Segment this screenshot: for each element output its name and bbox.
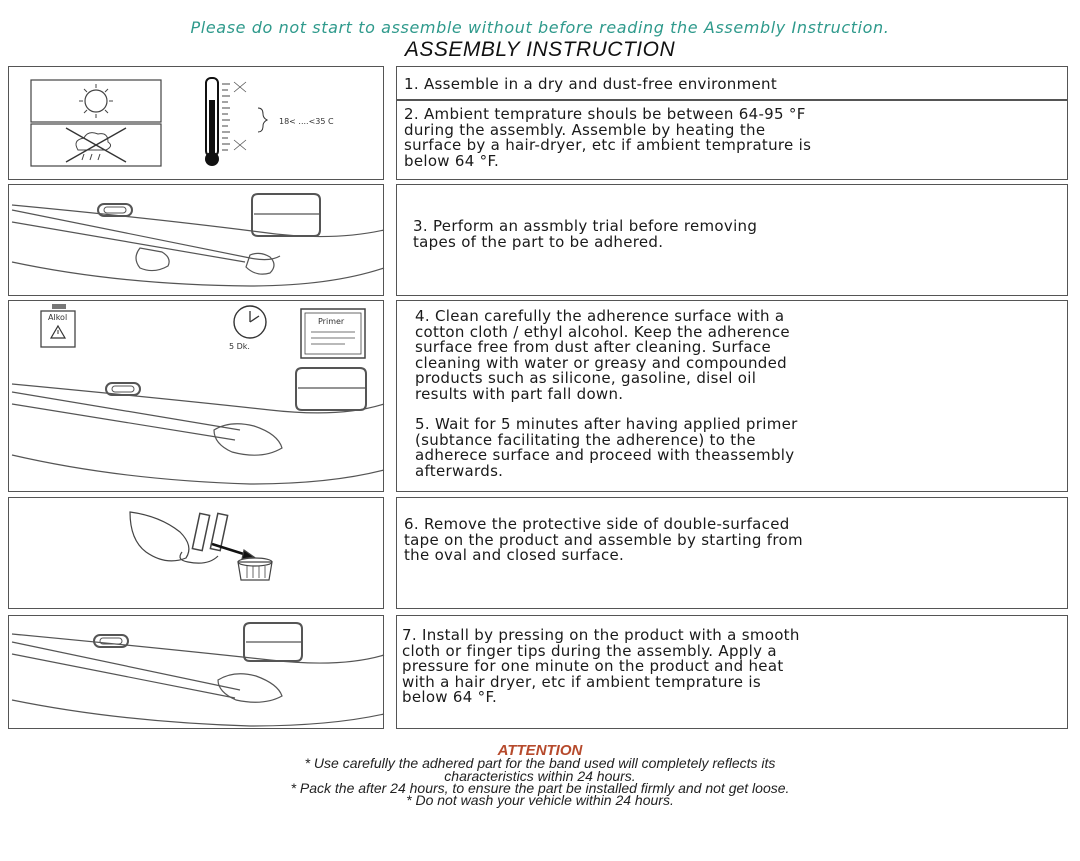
thermometer-icon (205, 78, 267, 166)
step-1-text: 1. Assemble in a dry and dust-free environment (404, 75, 778, 93)
car-trunk-install-illustration (12, 623, 384, 726)
tape-removal-illustration (130, 512, 272, 580)
warning-banner: Please do not start to assemble without before reading the Assembly Instruction. (190, 18, 890, 37)
step-4-text: 4. Clean carefully the adherence surface with a cotton cloth / ethyl alcohol. Keep the adherence surface free from dust after cleaning. Surface cleaning with water or greasy and compounded products such as silicone, gasoline, disel oil results with part fall down. (415, 307, 790, 403)
attention-line-3: * Pack the after 24 hours, to ensure the part be installed firmly and not get loose. (290, 780, 790, 796)
attention-line-2: characteristics within 24 hours. (444, 768, 636, 784)
wait-time-label: 5 Dk. (229, 342, 250, 351)
car-trunk-cleaning-illustration (12, 368, 384, 484)
attention-line-4: * Do not wash your vehicle within 24 hours. (406, 792, 674, 808)
step-3-text: 3. Perform an assmbly trial before removing tapes of the part to be adhered. (413, 217, 758, 251)
step-7-text: 7. Install by pressing on the product with a smooth cloth or finger tips during the assembly. Apply a pressure for one minute on the product and heat with a hair dryer, etc if ambient temprature is below 64 °F. (402, 626, 800, 706)
clock-icon (234, 306, 266, 338)
step-6-text: 6. Remove the protective side of double-surfaced tape on the product and assemble by starting from the oval and closed surface. (404, 515, 803, 564)
no-rain-icon (31, 124, 161, 166)
primer-label: Primer (318, 317, 345, 326)
car-trunk-trial-illustration (12, 194, 384, 286)
alcohol-bottle-icon (41, 304, 75, 347)
attention-title: ATTENTION (497, 742, 583, 759)
attention-line-1: * Use carefully the adhered part for the band used will completely reflects its (304, 755, 776, 771)
alcohol-label: Alkol (48, 313, 68, 322)
temperature-range-label: 18< ....<35 C (279, 117, 334, 126)
page-title: ASSEMBLY INSTRUCTION (404, 38, 676, 61)
step-5-text: 5. Wait for 5 minutes after having applied primer (subtance facilitating the adherence) to the adherece surface and proceed with theassembly afterwards. (415, 415, 798, 480)
sun-icon (31, 80, 161, 122)
step-2-text: 2. Ambient temprature shouls be between 64-95 °F during the assembly. Assemble by heating the surface by a hair-dryer, etc if ambient temprature is below 64 °F. (404, 105, 812, 170)
